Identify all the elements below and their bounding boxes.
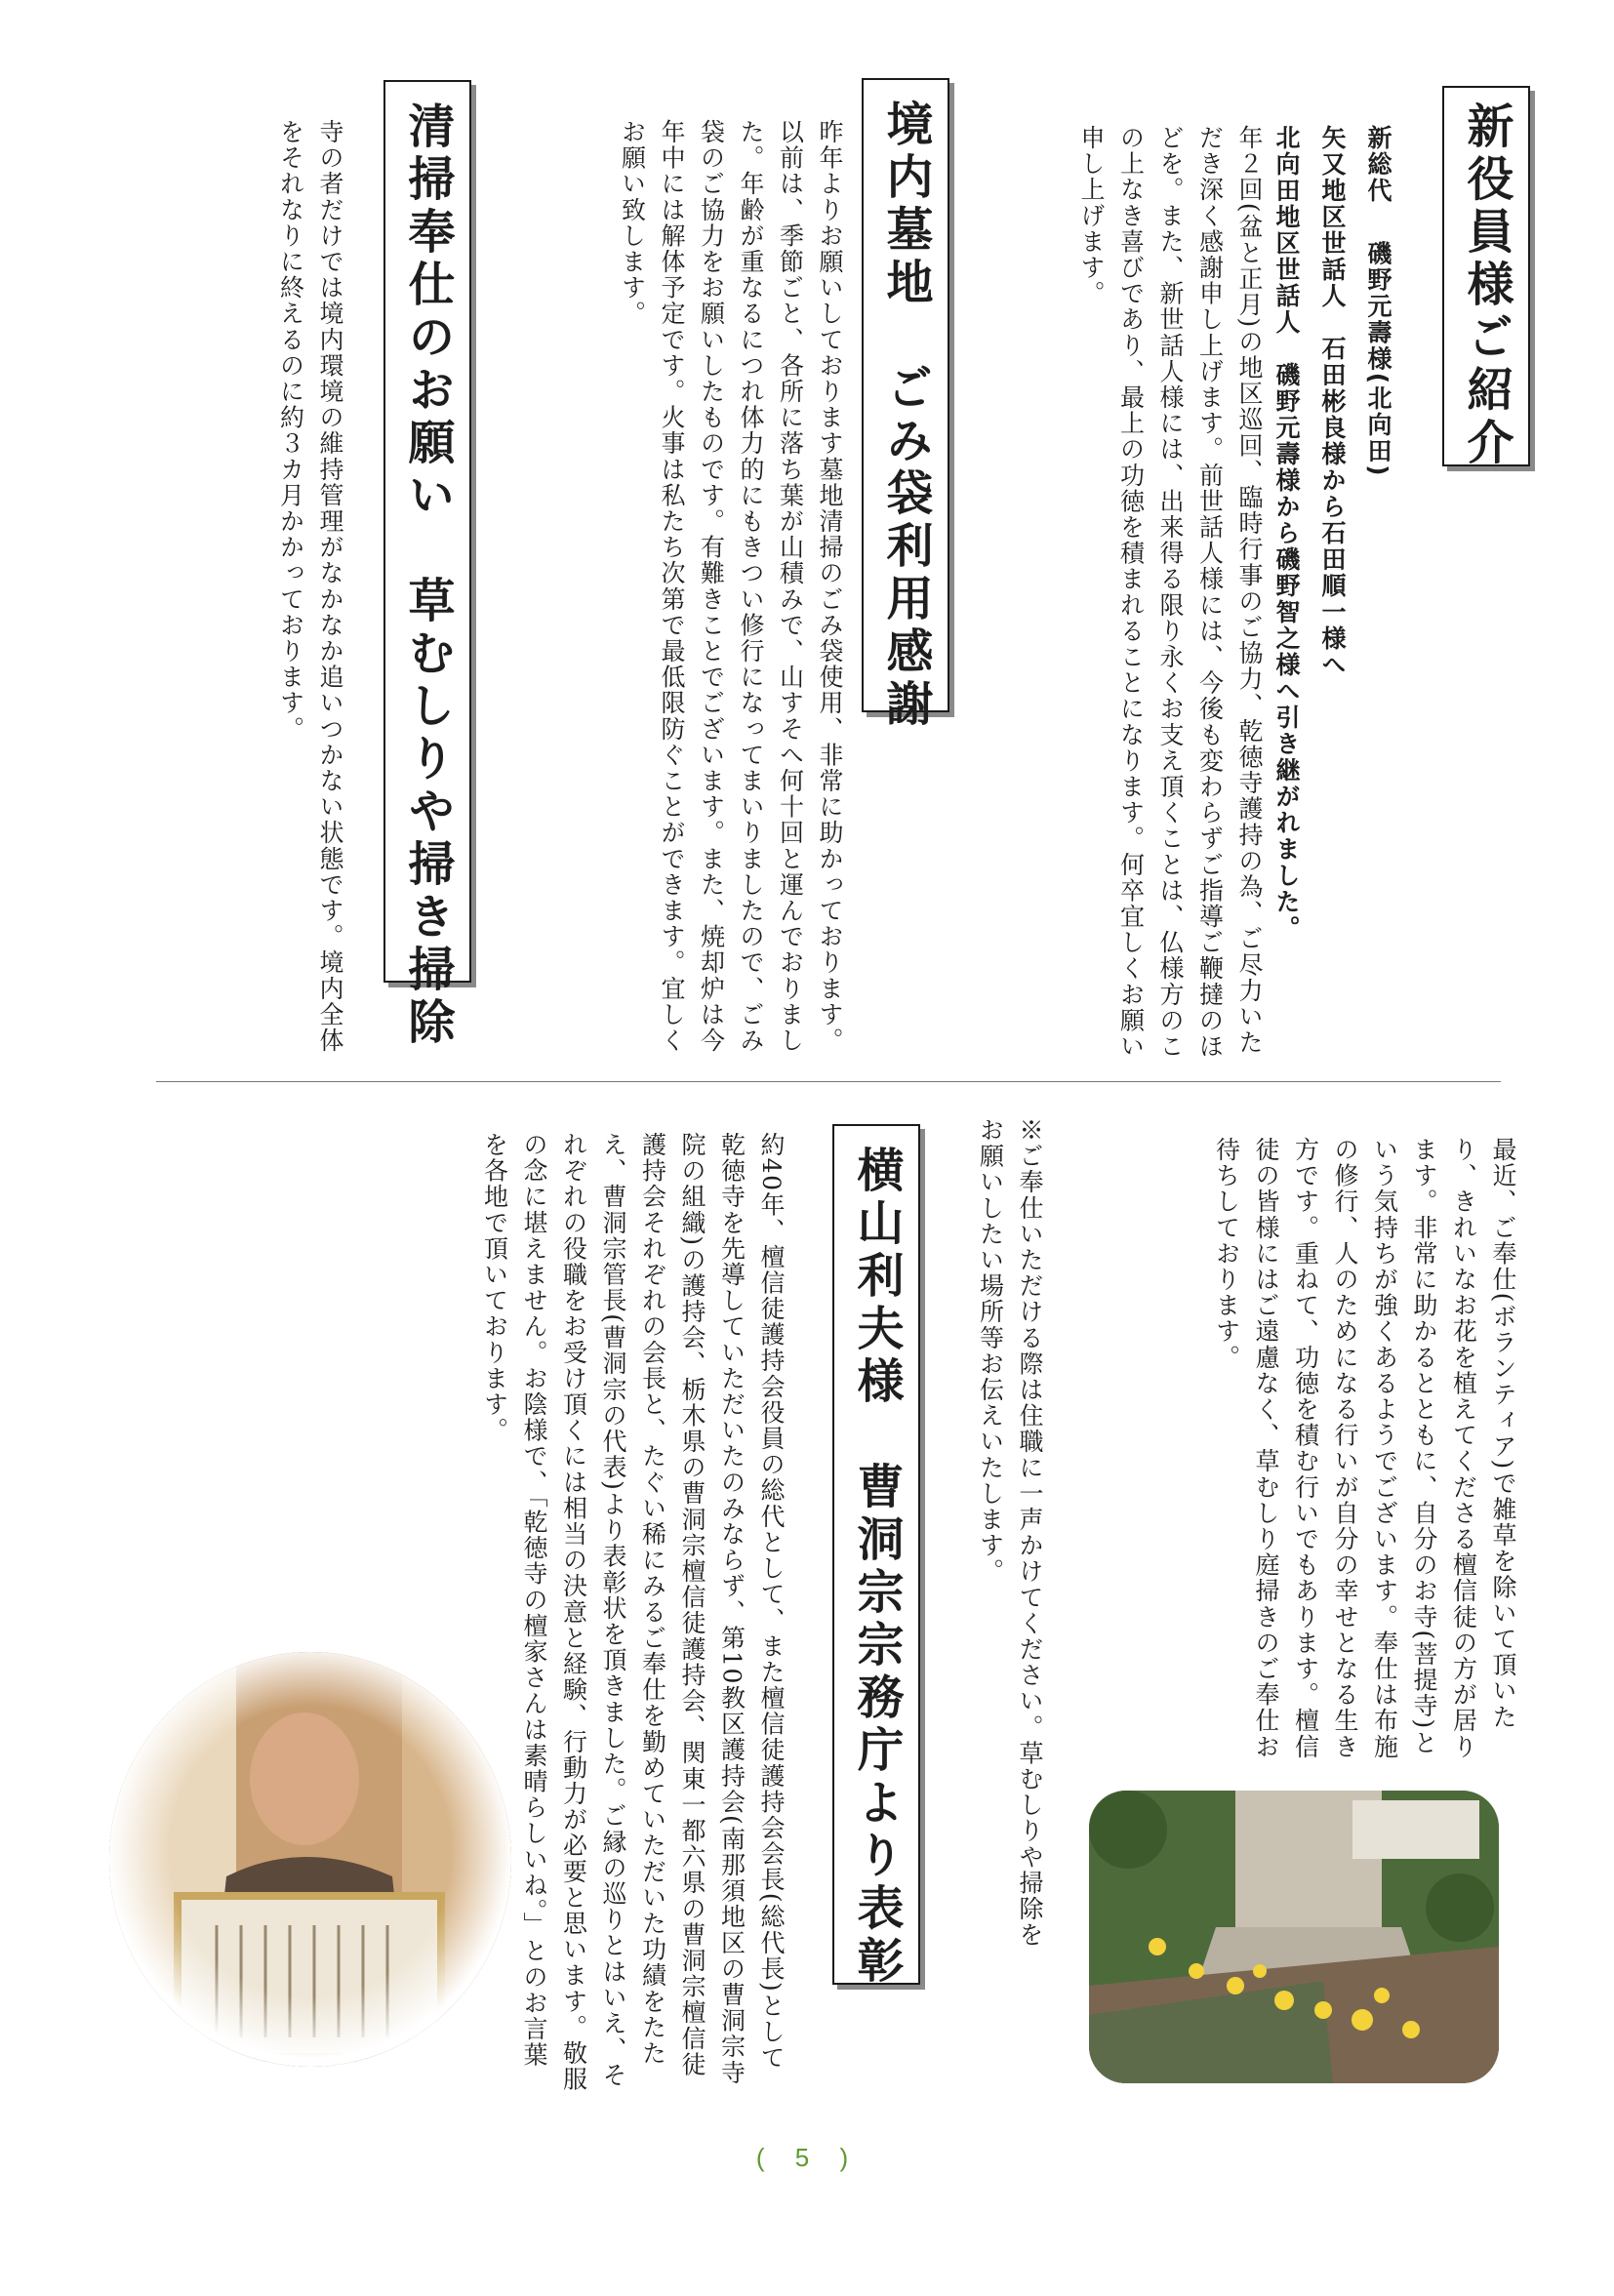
officers-line-1: 新総代 磯野元壽様(北向田)	[1364, 125, 1392, 478]
officers-line-3: 北向田地区世話人 磯野元壽様から磯野智之様へ引き継がれました。	[1272, 125, 1301, 942]
officers-heading-box	[1442, 86, 1530, 470]
cleaning-continued: 最近、ご奉仕(ボランティア)で雑草を除いて頂いたり、きれいなお花を植えてくださる檀信徒の方が居ります。非常に助かるとともに、自分のお寺(菩提寺)という気持ちが強くあるようでございます。奉仕は布施の修行、人のためになる行いが自分の幸せとなる生き方です。重ねて、功徳を積む行いでもあります。檀信徒の皆様にはご遠慮なく、草むしり庭掃きのご奉仕お待ちしております。	[1212, 1137, 1517, 1760]
cleaning-note: ※ご奉仕いただける際は住職に一声かけてください。草むしりや掃除をお願いしたい場所等お伝えいたします。	[976, 1117, 1044, 1949]
garden-photo	[1089, 1791, 1499, 2083]
award-portrait-illustration	[109, 1652, 511, 2067]
award-heading-box	[832, 1124, 920, 1989]
officers-line-2: 矢又地区世話人 石田彬良様から石田順一様へ	[1318, 125, 1347, 678]
trash-body: 昨年よりお願いしております墓地清掃のごみ袋使用、非常に助かっております。以前は、季節ごと、各所に落ち葉が山積みで、山すそへ何十回と運んでおりました。年齢が重なるにつれ体力的にもきつい修行になってまいりましたので、ごみ袋のご協力をお願いしたものです。有難きことでございます。また、焼却炉は今年中には解体予定です。火事は私たち次第で最低限防ぐことができます。宜しくお願い致します。	[618, 119, 844, 1054]
trash-heading-box	[862, 78, 949, 732]
cleaning-heading-box	[383, 80, 471, 1050]
award-body: 約40年、檀信徒護持会役員の総代として、また檀信徒護持会会長(総代長)として乾徳寺を先導していただいたのみならず、第10教区護持会(南那須地区の曹洞宗寺院の組織)の護持会、栃木県の曹洞宗檀信徒護持会、関東一都六県の曹洞宗檀信徒護持会それぞれの会長と、たぐい稀にみるご奉仕を勤めていただいた功績をたたえ、曹洞宗管長(曹洞宗の代表)より表彰状を頂きました。ご縁の巡りとはいえ、それぞれの役職をお受け頂くには相当の決意と経験、行動力が必要と思います。敬服の念に堪えません。お陰様で、「乾徳寺の檀家さんは素晴らしいね。」とのお言葉を各地で頂いております。	[480, 1132, 786, 2093]
trash-heading: 境内墓地 ごみ袋利用感謝	[878, 100, 933, 732]
section-divider	[156, 1081, 1501, 1082]
officers-body: 年２回(盆と正月)の地区巡回、臨時行事のご協力、乾徳寺護持の為、ご尽力いただき深く感謝申し上げます。前世話人様には、今後も変わらずご指導ご鞭撻のほどを。また、新世話人様には、出来得る限り永くお支え頂くことは、仏様方のこの上なき喜びであり、最上の功徳を積まれることになります。何卒宜しくお願い申し上げます。	[1077, 125, 1264, 1060]
award-portrait-photo	[109, 1652, 511, 2067]
officers-heading: 新役員様ご紹介	[1459, 101, 1513, 470]
garden-illustration	[1089, 1791, 1499, 2083]
award-heading: 横山利夫様 曹洞宗宗務庁より表彰	[849, 1146, 904, 1989]
page-number: ( 5 )	[755, 2143, 861, 2172]
cleaning-heading: 清掃奉仕のお願い 草むしりや掃き掃除	[400, 101, 455, 1050]
cleaning-body: 寺の者だけでは境内環境の維持管理がなかなか追いつかない状態です。境内全体をそれなりに終えるのに約３カ月かかっております。	[276, 119, 344, 1054]
